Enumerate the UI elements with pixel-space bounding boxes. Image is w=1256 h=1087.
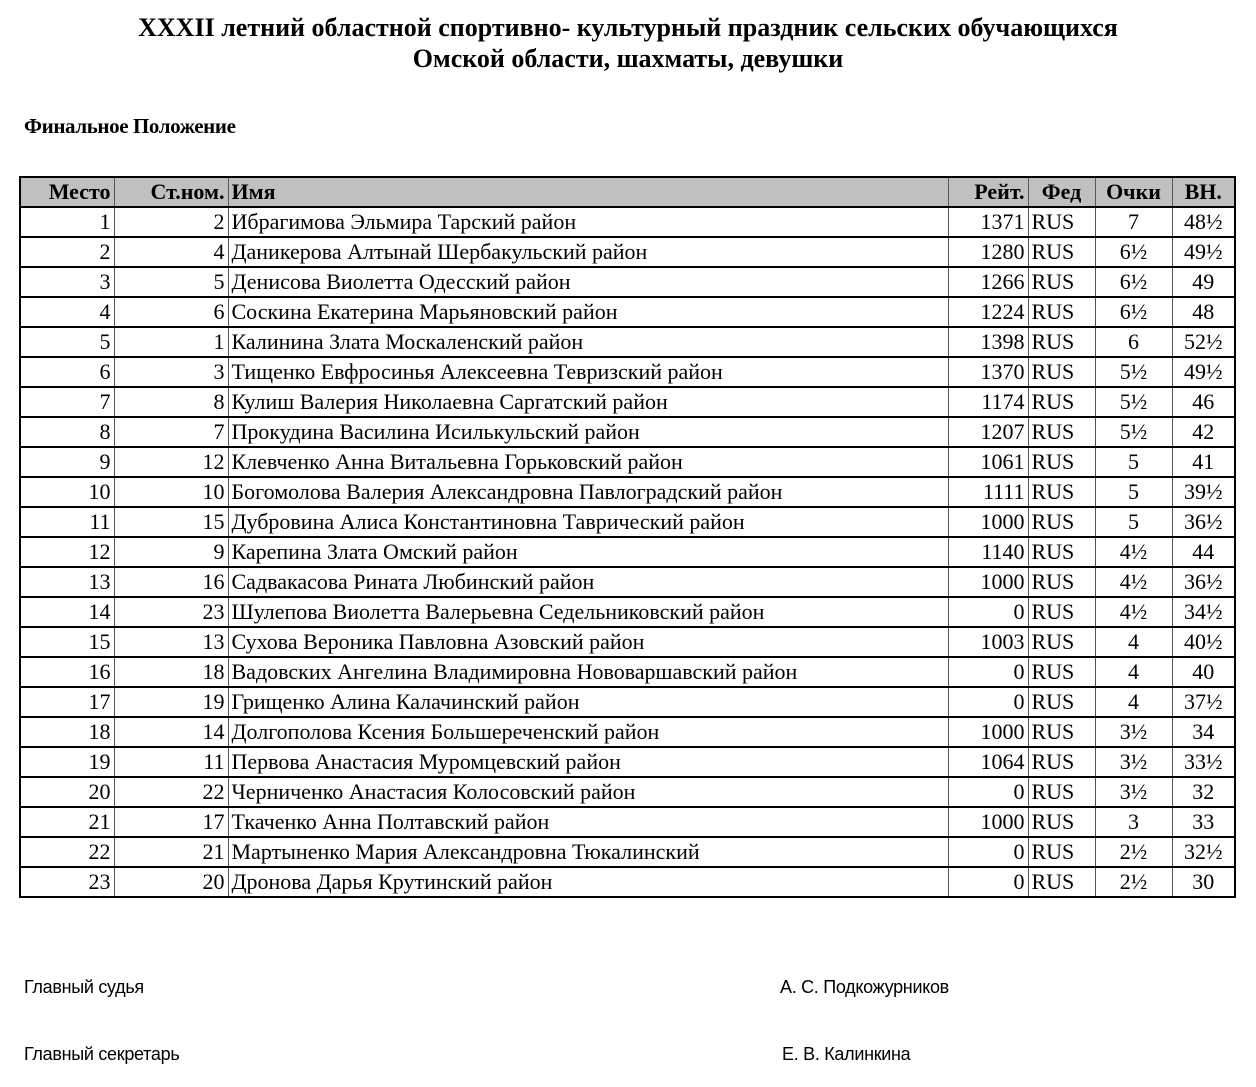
cell-place: 10 [20, 477, 114, 507]
cell-fed: RUS [1028, 327, 1095, 357]
cell-name: Сухова Вероника Павловна Азовский район [228, 627, 948, 657]
cell-place: 16 [20, 657, 114, 687]
cell-fed: RUS [1028, 507, 1095, 537]
cell-place: 17 [20, 687, 114, 717]
cell-buchholz: 48½ [1172, 207, 1235, 237]
cell-name: Клевченко Анна Витальевна Горьковский район [228, 447, 948, 477]
cell-rating: 1000 [948, 567, 1028, 597]
cell-name: Дубровина Алиса Константиновна Таврический район [228, 507, 948, 537]
table-row [20, 717, 1235, 747]
cell-start-no: 16 [114, 567, 228, 597]
cell-fed: RUS [1028, 207, 1095, 237]
cell-rating: 1061 [948, 447, 1028, 477]
cell-rating: 1266 [948, 267, 1028, 297]
cell-buchholz: 42 [1172, 417, 1235, 447]
cell-buchholz: 36½ [1172, 507, 1235, 537]
cell-points: 3½ [1095, 747, 1172, 777]
cell-points: 6½ [1095, 237, 1172, 267]
cell-start-no: 19 [114, 687, 228, 717]
cell-start-no: 4 [114, 237, 228, 267]
cell-name: Дронова Дарья Крутинский район [228, 867, 948, 897]
cell-points: 2½ [1095, 867, 1172, 897]
cell-points: 5½ [1095, 387, 1172, 417]
cell-start-no: 21 [114, 837, 228, 867]
cell-points: 4½ [1095, 567, 1172, 597]
cell-rating: 0 [948, 687, 1028, 717]
cell-place: 14 [20, 597, 114, 627]
cell-start-no: 23 [114, 597, 228, 627]
cell-fed: RUS [1028, 807, 1095, 837]
cell-buchholz: 41 [1172, 447, 1235, 477]
cell-points: 3 [1095, 807, 1172, 837]
cell-buchholz: 37½ [1172, 687, 1235, 717]
cell-buchholz: 34½ [1172, 597, 1235, 627]
cell-name: Грищенко Алина Калачинский район [228, 687, 948, 717]
table-row [20, 507, 1235, 537]
table-row [20, 747, 1235, 777]
col-header-buchholz: ВН. [1172, 177, 1235, 207]
cell-points: 4 [1095, 627, 1172, 657]
cell-name: Калинина Злата Москаленский район [228, 327, 948, 357]
cell-points: 4½ [1095, 597, 1172, 627]
cell-start-no: 1 [114, 327, 228, 357]
cell-points: 6 [1095, 327, 1172, 357]
cell-fed: RUS [1028, 657, 1095, 687]
cell-rating: 1398 [948, 327, 1028, 357]
cell-name: Вадовских Ангелина Владимировна Нововаршавский район [228, 657, 948, 687]
cell-fed: RUS [1028, 417, 1095, 447]
chief-secretary-name: Е. В. Калинкина [782, 1044, 911, 1064]
col-header-name: Имя [228, 177, 948, 207]
cell-fed: RUS [1028, 237, 1095, 267]
cell-place: 3 [20, 267, 114, 297]
cell-points: 7 [1095, 207, 1172, 237]
cell-points: 6½ [1095, 267, 1172, 297]
table-row [20, 657, 1235, 687]
cell-rating: 1280 [948, 237, 1028, 267]
cell-start-no: 7 [114, 417, 228, 447]
cell-place: 22 [20, 837, 114, 867]
table-row [20, 267, 1235, 297]
cell-name: Тищенко Евфросинья Алексеевна Тевризский район [228, 357, 948, 387]
cell-start-no: 9 [114, 537, 228, 567]
cell-fed: RUS [1028, 537, 1095, 567]
cell-place: 6 [20, 357, 114, 387]
cell-start-no: 6 [114, 297, 228, 327]
cell-fed: RUS [1028, 447, 1095, 477]
table-row [20, 357, 1235, 387]
cell-fed: RUS [1028, 837, 1095, 867]
cell-place: 1 [20, 207, 114, 237]
cell-rating: 1224 [948, 297, 1028, 327]
cell-buchholz: 49½ [1172, 237, 1235, 267]
cell-rating: 0 [948, 867, 1028, 897]
cell-buchholz: 30 [1172, 867, 1235, 897]
cell-place: 7 [20, 387, 114, 417]
col-header-place: Место [20, 177, 114, 207]
cell-rating: 1174 [948, 387, 1028, 417]
cell-fed: RUS [1028, 777, 1095, 807]
table-row [20, 237, 1235, 267]
table-row [20, 477, 1235, 507]
cell-points: 5 [1095, 477, 1172, 507]
cell-rating: 1003 [948, 627, 1028, 657]
cell-fed: RUS [1028, 267, 1095, 297]
table-row [20, 447, 1235, 477]
cell-points: 4½ [1095, 537, 1172, 567]
cell-buchholz: 40½ [1172, 627, 1235, 657]
cell-fed: RUS [1028, 387, 1095, 417]
cell-name: Мартыненко Мария Александровна Тюкалинский [228, 837, 948, 867]
cell-points: 6½ [1095, 297, 1172, 327]
cell-points: 5 [1095, 507, 1172, 537]
cell-place: 19 [20, 747, 114, 777]
cell-name: Соскина Екатерина Марьяновский район [228, 297, 948, 327]
cell-fed: RUS [1028, 297, 1095, 327]
cell-place: 2 [20, 237, 114, 267]
cell-name: Садвакасова Рината Любинский район [228, 567, 948, 597]
cell-rating: 0 [948, 837, 1028, 867]
table-row [20, 537, 1235, 567]
cell-place: 9 [20, 447, 114, 477]
cell-place: 21 [20, 807, 114, 837]
cell-place: 20 [20, 777, 114, 807]
cell-start-no: 3 [114, 357, 228, 387]
document-title [0, 12, 1256, 74]
cell-buchholz: 36½ [1172, 567, 1235, 597]
cell-place: 23 [20, 867, 114, 897]
cell-name: Черниченко Анастасия Колосовский район [228, 777, 948, 807]
table-row [20, 387, 1235, 417]
cell-rating: 1064 [948, 747, 1028, 777]
title-line-2: Омской области, шахматы, девушки [412, 44, 844, 73]
cell-start-no: 14 [114, 717, 228, 747]
cell-name: Долгополова Ксения Большереченский район [228, 717, 948, 747]
cell-fed: RUS [1028, 687, 1095, 717]
cell-name: Ибрагимова Эльмира Тарский район [228, 207, 948, 237]
col-header-fed: Фед [1028, 177, 1095, 207]
cell-start-no: 11 [114, 747, 228, 777]
cell-fed: RUS [1028, 627, 1095, 657]
cell-fed: RUS [1028, 747, 1095, 777]
table-body [20, 207, 1235, 897]
title-line-1: XXXII летний областной спортивно- культурный праздник сельских обучающихся [138, 13, 1118, 42]
cell-place: 8 [20, 417, 114, 447]
cell-buchholz: 34 [1172, 717, 1235, 747]
cell-place: 11 [20, 507, 114, 537]
cell-place: 4 [20, 297, 114, 327]
cell-points: 3½ [1095, 777, 1172, 807]
cell-rating: 1371 [948, 207, 1028, 237]
cell-rating: 1207 [948, 417, 1028, 447]
cell-fed: RUS [1028, 477, 1095, 507]
section-heading: Финальное Положение [24, 114, 236, 138]
cell-start-no: 12 [114, 447, 228, 477]
cell-start-no: 2 [114, 207, 228, 237]
table-header-row [20, 177, 1235, 207]
cell-fed: RUS [1028, 597, 1095, 627]
col-header-rating: Рейт. [948, 177, 1028, 207]
cell-start-no: 5 [114, 267, 228, 297]
table-row [20, 207, 1235, 237]
cell-name: Денисова Виолетта Одесский район [228, 267, 948, 297]
table-row [20, 867, 1235, 897]
cell-fed: RUS [1028, 357, 1095, 387]
chief-judge-name: А. С. Подкожурников [780, 977, 949, 997]
table-row [20, 777, 1235, 807]
cell-buchholz: 33½ [1172, 747, 1235, 777]
cell-buchholz: 46 [1172, 387, 1235, 417]
cell-start-no: 10 [114, 477, 228, 507]
cell-start-no: 22 [114, 777, 228, 807]
cell-place: 5 [20, 327, 114, 357]
chief-judge-label: Главный судья [24, 977, 144, 997]
col-header-start-no: Ст.ном. [114, 177, 228, 207]
cell-start-no: 13 [114, 627, 228, 657]
cell-points: 5½ [1095, 357, 1172, 387]
cell-fed: RUS [1028, 867, 1095, 897]
cell-start-no: 8 [114, 387, 228, 417]
cell-place: 12 [20, 537, 114, 567]
cell-name: Ткаченко Анна Полтавский район [228, 807, 948, 837]
cell-buchholz: 32 [1172, 777, 1235, 807]
cell-fed: RUS [1028, 567, 1095, 597]
cell-name: Карепина Злата Омский район [228, 537, 948, 567]
cell-rating: 1000 [948, 507, 1028, 537]
cell-fed: RUS [1028, 717, 1095, 747]
cell-start-no: 20 [114, 867, 228, 897]
table-row [20, 837, 1235, 867]
cell-start-no: 18 [114, 657, 228, 687]
cell-points: 4 [1095, 687, 1172, 717]
cell-buchholz: 32½ [1172, 837, 1235, 867]
cell-name: Даникерова Алтынай Шербакульский район [228, 237, 948, 267]
cell-buchholz: 44 [1172, 537, 1235, 567]
cell-name: Богомолова Валерия Александровна Павлоградский район [228, 477, 948, 507]
cell-buchholz: 39½ [1172, 477, 1235, 507]
cell-start-no: 15 [114, 507, 228, 537]
col-header-points: Очки [1095, 177, 1172, 207]
cell-points: 5½ [1095, 417, 1172, 447]
chief-secretary-label: Главный секретарь [24, 1044, 180, 1064]
cell-points: 2½ [1095, 837, 1172, 867]
cell-place: 13 [20, 567, 114, 597]
table-row [20, 327, 1235, 357]
cell-buchholz: 49½ [1172, 357, 1235, 387]
table-row [20, 597, 1235, 627]
cell-rating: 0 [948, 657, 1028, 687]
cell-rating: 0 [948, 777, 1028, 807]
table-row [20, 417, 1235, 447]
cell-name: Кулиш Валерия Николаевна Саргатский район [228, 387, 948, 417]
cell-rating: 1000 [948, 807, 1028, 837]
cell-start-no: 17 [114, 807, 228, 837]
cell-buchholz: 48 [1172, 297, 1235, 327]
standings-table [19, 176, 1236, 898]
cell-buchholz: 52½ [1172, 327, 1235, 357]
cell-points: 4 [1095, 657, 1172, 687]
cell-rating: 1370 [948, 357, 1028, 387]
table-row [20, 627, 1235, 657]
cell-name: Прокудина Василина Исилькульский район [228, 417, 948, 447]
cell-name: Шулепова Виолетта Валерьевна Седельниковский район [228, 597, 948, 627]
table-row [20, 807, 1235, 837]
cell-place: 15 [20, 627, 114, 657]
cell-rating: 1140 [948, 537, 1028, 567]
cell-buchholz: 49 [1172, 267, 1235, 297]
cell-rating: 0 [948, 597, 1028, 627]
cell-buchholz: 40 [1172, 657, 1235, 687]
cell-rating: 1111 [948, 477, 1028, 507]
table-row [20, 687, 1235, 717]
cell-points: 3½ [1095, 717, 1172, 747]
cell-buchholz: 33 [1172, 807, 1235, 837]
cell-rating: 1000 [948, 717, 1028, 747]
cell-points: 5 [1095, 447, 1172, 477]
table-row [20, 297, 1235, 327]
table-row [20, 567, 1235, 597]
cell-place: 18 [20, 717, 114, 747]
cell-name: Первова Анастасия Муромцевский район [228, 747, 948, 777]
